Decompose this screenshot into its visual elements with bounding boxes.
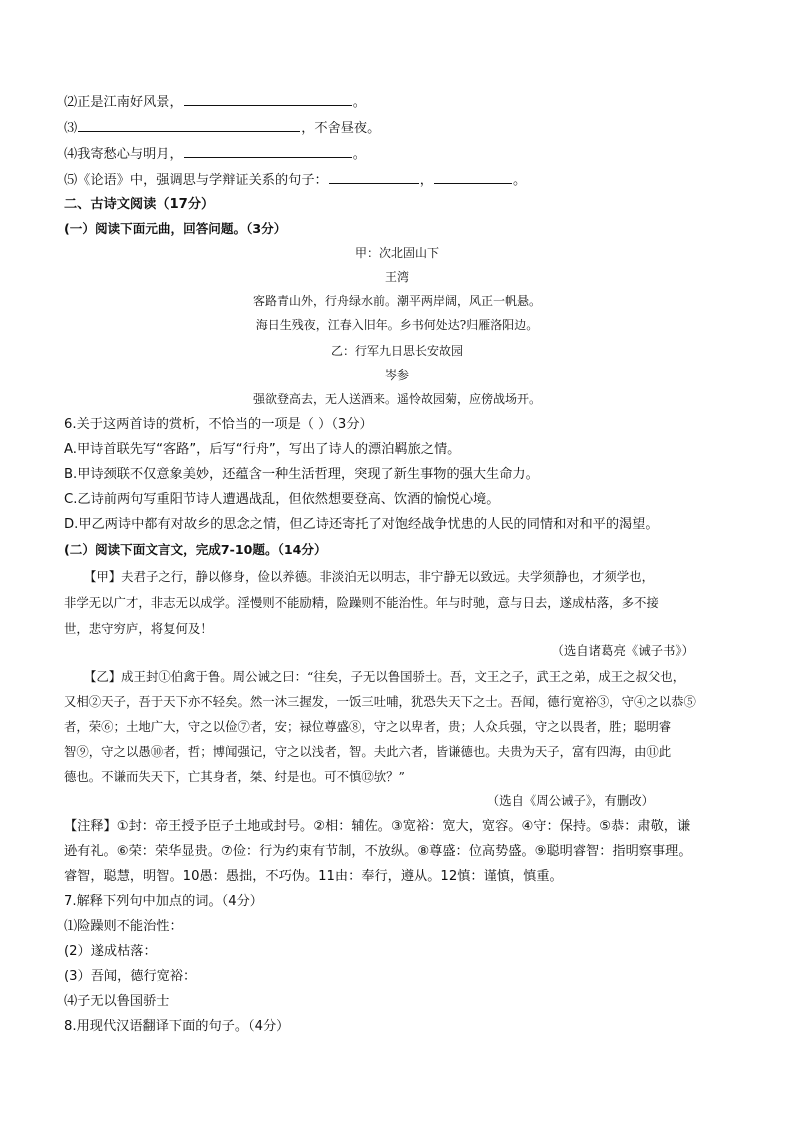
q3-suffix: ，不舍昼夜。 [301, 121, 381, 136]
passage-yi-source: （选自《周公诫子》，有删改） [486, 793, 654, 808]
poem-b-author: 岑参 [384, 368, 409, 382]
annotation-line: 睿智，聪慧，明智。10愚：愚拙，不巧伪。11由：奉行，遵从。12慎：谨慎，慎重。 [64, 869, 563, 884]
q8-stem: 8.用现代汉语翻译下面的句子。（4分） [64, 1019, 290, 1034]
passage-yi-line: 又相②天子，吾于天下亦不轻矣。然一沐三握发，一饭三吐哺，犹恐失天下之士。吾闻，德行宽裕③，守④之以恭⑤ [64, 694, 696, 709]
q6-option-d: D.甲乙两诗中都有对故乡的思念之情，但乙诗还寄托了对饱经战争忧患的人民的同情和对和平的渴望。 [64, 517, 659, 532]
q6-option-c: C.乙诗前两句写重阳节诗人遭遇战乱，但依然想要登高、饮酒的愉悦心境。 [64, 492, 500, 507]
q2-suffix: 。 [352, 95, 366, 110]
poem-a-line-2: 海日生残夜，江春入旧年。乡书何处达?归雁洛阳边。 [255, 318, 539, 332]
fill-question-4 [64, 144, 366, 164]
q5-suffix: 。 [512, 173, 527, 188]
answer-blank[interactable] [184, 92, 352, 106]
q5-text: ⑸《论语》中，强调思与学辩证关系的句子： [64, 173, 328, 188]
poem-b-title: 乙：行军九日思长安故园 [330, 344, 463, 358]
annotation-line: 逊有礼。⑥荣：荣华显贵。⑦俭：行为约束有节制，不放纵。⑧尊盛：位高势盛。⑨聪明睿智：指明察事理。 [64, 844, 692, 859]
passage-yi-line: 者，荣⑥；土地广大，守之以俭⑦者，安；禄位尊盛⑧，守之以卑者，贵；人众兵强，守之以畏者，胜；聪明睿 [64, 719, 672, 734]
q7-stem: 7.解释下列句中加点的词。（4分） [64, 894, 263, 909]
q6-option-b: B.甲诗颈联不仅意象美妙，还蕴含一种生活哲理，突现了新生事物的强大生命力。 [64, 467, 539, 482]
passage-yi-line: 【乙】成王封①伯禽于鲁。周公诫之曰：“往矣，子无以鲁国骄士。吾，文王之子，武王之弟，成王之叔父也， [84, 669, 686, 684]
q7-item: (3）吾闻，德行宽裕： [64, 969, 197, 984]
poem-a-author: 王湾 [384, 270, 409, 284]
answer-blank[interactable] [329, 170, 419, 184]
passage-jia-line: 非学无以广才，非志无以成学。淫慢则不能励精，险躁则不能治性。年与时驰，意与日去，遂成枯落，多不接 [64, 595, 659, 610]
q5-comma: ， [419, 173, 433, 188]
q7-item: (2）遂成枯落： [64, 944, 157, 959]
q4-text: ⑷我寄愁心与明月， [64, 147, 183, 162]
passage-yi-line: 智⑨，守之以愚⑩者，哲；博闻强记，守之以浅者，智。夫此六者，皆谦德也。夫贵为天子，富有四海，由⑪此 [64, 744, 672, 759]
answer-blank[interactable] [78, 118, 300, 132]
q6-stem: 6.关于这两首诗的赏析，不恰当的一项是（ ）（3分） [64, 417, 373, 432]
passage-jia-line: 世，悲守穷庐，将复何及！ [64, 621, 213, 636]
fill-question-3 [64, 118, 380, 138]
fill-question-2 [64, 92, 366, 112]
poem-b-line-1: 强欲登高去，无人送酒来。遥怜故园菊，应傍战场开。 [252, 392, 541, 406]
q7-item: ⑷子无以鲁国骄士 [64, 994, 170, 1009]
passage-yi-line: 德也。不谦而失天下，亡其身者，桀、纣是也。可不慎⑫欤？” [64, 769, 405, 784]
answer-blank[interactable] [434, 170, 512, 184]
annotation-line: 【注释】①封：帝王授予臣子土地或封号。②相：辅佐。③宽裕：宽大，宽容。④守：保持。⑤恭：肃敬，谦 [64, 819, 691, 834]
q6-option-a: A.甲诗首联先写“客路”，后写“行舟”，写出了诗人的漂泊羁旅之情。 [64, 442, 461, 457]
q4-suffix: 。 [352, 147, 366, 162]
answer-blank[interactable] [184, 144, 352, 158]
q7-item: ⑴险躁则不能治性： [64, 919, 183, 934]
section-title: 二、古诗文阅读（17分） [64, 197, 215, 212]
poem-a-line-1: 客路青山外，行舟绿水前。潮平两岸阔，风正一帆悬。 [252, 294, 541, 308]
part2-title: (二）阅读下面文言文，完成7-10题。（14分） [64, 542, 327, 557]
passage-jia-line: 【甲】夫君子之行，静以修身，俭以养德。非淡泊无以明志，非宁静无以致远。夫学须静也，才须学也， [84, 569, 654, 584]
q3-text: ⑶ [64, 121, 78, 136]
fill-question-5 [64, 170, 526, 190]
passage-jia-source: （选自诸葛亮《诫子书》） [551, 643, 694, 658]
poem-a-title: 甲：次北固山下 [354, 246, 439, 260]
q2-text: ⑵正是江南好风景， [64, 95, 183, 110]
part1-title: (一）阅读下面元曲，回答问题。（3分） [64, 221, 287, 236]
